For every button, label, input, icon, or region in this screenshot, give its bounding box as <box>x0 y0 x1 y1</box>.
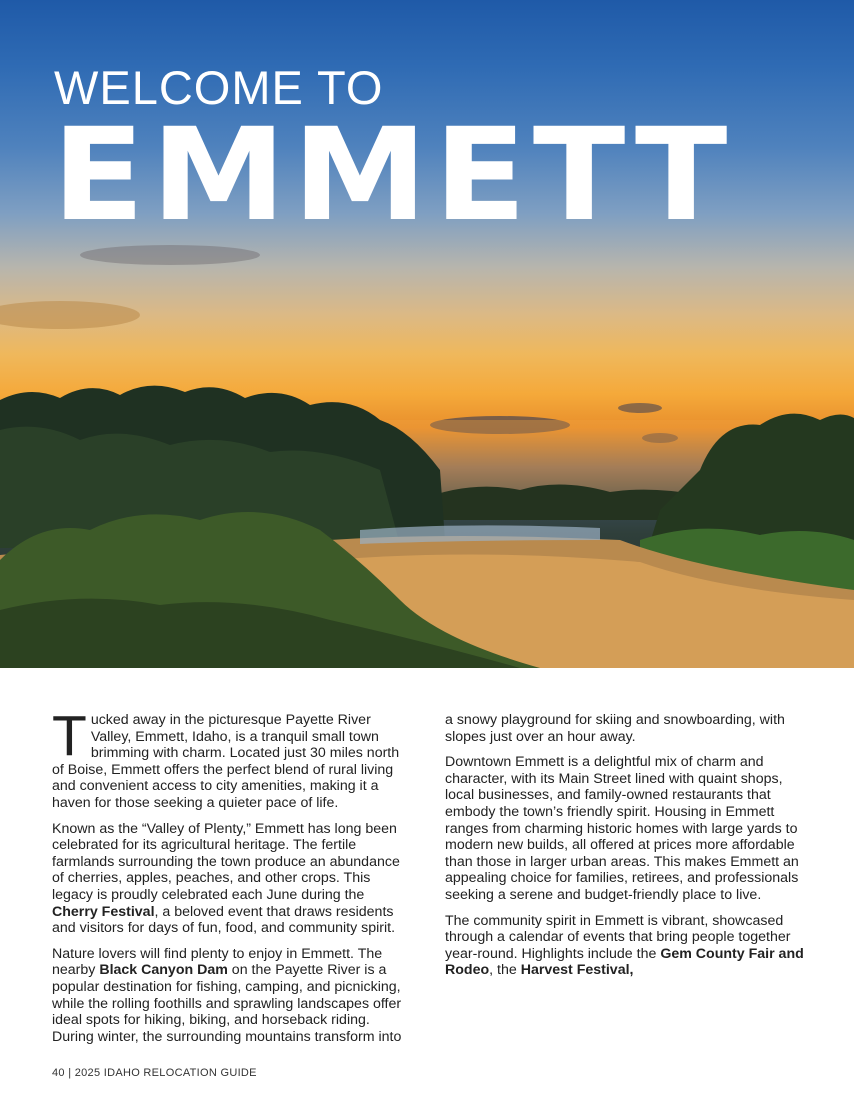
drop-cap: T <box>52 704 87 768</box>
text-run: , a beloved event that draws residents and visitors for days of fun, food, and community spirit. <box>52 903 396 937</box>
text-run: Nature lovers will find plenty to enjoy in Emmett. The nearby <box>52 945 383 979</box>
paragraph-community <box>445 913 804 979</box>
black-canyon-dam-bold: Black Canyon Dam <box>99 962 228 979</box>
hero-kicker: WELCOME TO <box>54 61 384 114</box>
paragraph-downtown: Downtown Emmett is a delightful mix of charm and character, with its Main Street lined with quaint shops, local businesses, and family-owned restaurants that embody the town’s friendly spirit. Housing in Emmett ranges from charming historic homes with large yards to modern new builds, all offered at prices more affordable than those in larger urban areas. This makes Emmett an appealing choice for families, retirees, and professionals seeking a serene and budget-friendly place to live. <box>445 754 799 903</box>
article-body <box>52 704 804 1047</box>
paragraph-intro-text: ucked away in the picturesque Payette River Valley, Emmett, Idaho, is a tranquil small town brimming with charm. Located just 30 miles north of Boise, Emmett offers the perfect blend of rural living and convenient access to city amenities, making it a haven for those seeking a quieter pace of life. <box>52 712 400 811</box>
gem-county-fair-bold: Gem County Fair and Rodeo <box>445 945 804 979</box>
text-run: Known as the “Valley of Plenty,” Emmett has long been celebrated for its agricultural heritage. The fertile farmlands surrounding the town produce an abundance of cherries, apples, peaches, and other crops. This legacy is proudly celebrated each June during the <box>52 820 400 903</box>
page-footer: 40 | 2025 IDAHO RELOCATION GUIDE <box>52 1067 257 1079</box>
text-run: on the Payette River is a popular destination for fishing, camping, and picnicking, while the rolling foothills and sprawling landscapes offer ideal spots for hiking, biking, and horseback riding. During winter, the surrounding mountains transform into a snowy playground for skiing and snowboarding, with slopes just over an hour away. <box>52 712 785 1045</box>
paragraph-intro <box>52 704 411 812</box>
hero-title: EMMETT <box>52 101 734 250</box>
harvest-festival-bold: Harvest Festival, <box>520 962 634 979</box>
paragraph-valley-of-plenty <box>52 821 411 937</box>
text-run: , the <box>489 962 521 979</box>
text-run: The community spirit in Emmett is vibrant, showcased through a calendar of events that bring people together year-round. Highlights include the <box>445 912 791 962</box>
cherry-festival-bold: Cherry Festival <box>52 903 155 920</box>
